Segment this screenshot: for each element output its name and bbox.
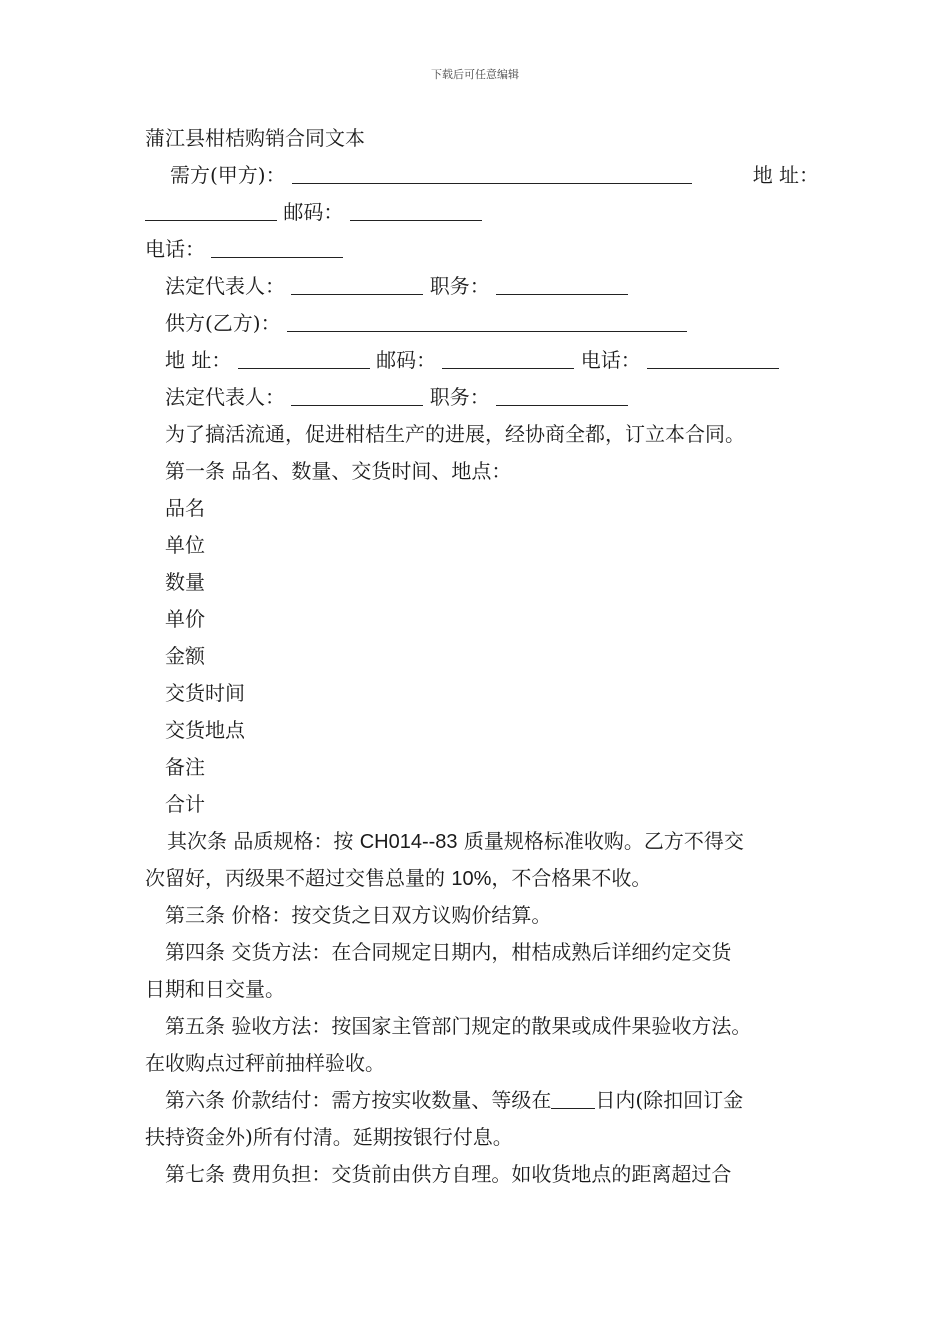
article1-item: 交货地点 (165, 718, 245, 742)
party-a-rep-blank (291, 270, 423, 295)
article6-line1 (145, 1083, 825, 1120)
article6-text: 第六条 价款结付：需方按实收数量、等级在 (165, 1088, 552, 1112)
party-b-address-label: 地 址： (165, 348, 232, 372)
party-a-phone-line (145, 232, 825, 269)
party-b-phone-blank (647, 344, 779, 369)
contract-document (145, 121, 825, 1194)
article7-line1: 第七条 费用负担：交货前由供方自理。如收货地点的距离超过合 (165, 1162, 732, 1186)
party-a-phone-label: 电话： (145, 237, 205, 261)
article1-item: 合计 (165, 792, 205, 816)
party-a-address-label: 地 址： (752, 163, 820, 187)
article1-item: 数量 (165, 570, 205, 594)
party-a-address-blank (145, 196, 277, 221)
party-b-postcode-label: 邮码： (376, 348, 437, 372)
intro-paragraph: 为了搞活流通，促进柑桔生产的进展，经协商全都，订立本合同。 (165, 422, 745, 446)
article2-text: 次留好，丙级果不超过交售总量的 (145, 866, 452, 890)
standard-code: CH014--83 (359, 831, 458, 853)
article2-line2 (145, 861, 825, 898)
days-blank (551, 1084, 595, 1109)
party-a-line (145, 158, 825, 195)
party-b-label: 供方(乙方)： (165, 311, 281, 335)
party-b-rep-blank (291, 381, 423, 406)
party-b-title-label: 职务： (429, 385, 490, 409)
party-b-rep-line (145, 380, 825, 417)
article2-line1 (145, 824, 825, 861)
party-a-rep-line (145, 269, 825, 306)
article6-text: 日内(除扣回订金 (595, 1088, 744, 1112)
party-a-postcode-blank (350, 196, 482, 221)
party-b-address-line (145, 343, 825, 380)
article5-line1: 第五条 验收方法：按国家主管部门规定的散果或成件果验收方法。 (165, 1014, 752, 1038)
article2-text: ，不合格果不收。 (491, 866, 652, 890)
party-a-title-blank (496, 270, 628, 295)
article3-paragraph: 第三条 价格：按交货之日双方议购价结算。 (165, 903, 552, 927)
article1-item: 单位 (165, 533, 205, 557)
percent-value: 10% (451, 868, 492, 890)
party-b-rep-label: 法定代表人： (165, 385, 285, 409)
party-a-title-label: 职务： (429, 274, 490, 298)
header-note: 下载后可任意编辑 (431, 68, 519, 81)
party-a-address-line (145, 195, 825, 232)
party-b-postcode-blank (442, 344, 574, 369)
party-a-phone-blank (211, 233, 343, 258)
party-b-title-blank (496, 381, 628, 406)
article1-item: 交货时间 (165, 681, 245, 705)
article4-line2: 日期和日交量。 (145, 977, 285, 1001)
party-b-name-blank (287, 307, 687, 332)
article6-line2: 扶持资金外)所有付清。延期按银行付息。 (145, 1125, 513, 1149)
article1-item: 备注 (165, 755, 205, 779)
article4-line1: 第四条 交货方法：在合同规定日期内，柑桔成熟后详细约定交货 (165, 940, 732, 964)
party-a-rep-label: 法定代表人： (165, 274, 285, 298)
article2-text: 质量规格标准收购。乙方不得交 (457, 829, 744, 853)
article2-text: 其次条 品质规格：按 (167, 829, 360, 853)
party-b-address-blank (238, 344, 370, 369)
document-title: 蒲江县柑桔购销合同文本 (145, 126, 365, 150)
party-a-name-blank (292, 159, 692, 184)
article1-item: 单价 (165, 607, 205, 631)
article1-item: 品名 (165, 496, 205, 520)
article1-heading: 第一条 品名、数量、交货时间、地点： (165, 459, 512, 483)
party-a-label: 需方(甲方)： (170, 163, 286, 187)
article5-line2: 在收购点过秤前抽样验收。 (145, 1051, 385, 1075)
party-b-line (145, 306, 825, 343)
article1-item: 金额 (165, 644, 205, 668)
party-a-postcode-label: 邮码： (283, 200, 344, 224)
party-b-phone-label: 电话： (580, 348, 641, 372)
